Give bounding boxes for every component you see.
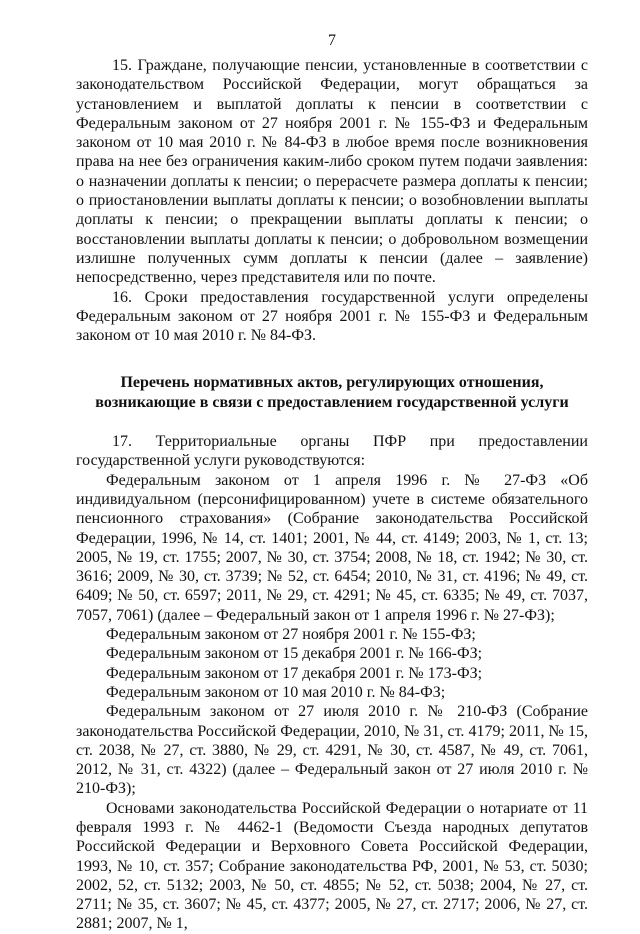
paragraph-17: 17. Территориальные органы ПФР при предоставлении государственной услуги руководствуются:: [76, 433, 588, 470]
section-heading: [76, 373, 588, 412]
law-item-84-fz: Федеральным законом от 10 мая 2010 г. № 84-ФЗ;: [106, 683, 446, 701]
law-item-166-fz: Федеральным законом от 15 декабря 2001 г. № 166-ФЗ;: [106, 645, 483, 663]
document-body: [76, 56, 588, 934]
document-page: [76, 0, 588, 933]
page-number: 7: [328, 32, 336, 49]
law-item-notary-basics: Основами законодательства Российской Федерации о нотариате от 11 февраля 1993 г. № 4462-1 (Ведомости Съезда народных депутатов Российской Федерации и Верховного Совета Российской Федерации, 1993, № 10, ст. 357; Собрание законодательства РФ, 2001, № 53, ст. 5030; 2002, 52, ст. 5132; 2003, № 50, ст. 4855; № 52, ст. 5038; 2004, № 27, ст. 2711; № 35, ст. 3607; № 45, ст. 4377; 2005, № 27, ст. 2717; 2006, № 27, ст. 2881; 2007, № 1,: [76, 799, 588, 933]
law-item-155-fz: Федеральным законом от 27 ноября 2001 г. № 155-ФЗ;: [106, 626, 476, 644]
paragraph-16: 16. Сроки предоставления государственной услуги определены Федеральным законом от 27 ноября 2001 г. № 155-ФЗ и Федеральным законом от 10 мая 2010 г. № 84-ФЗ.: [76, 288, 588, 345]
paragraph-15: 15. Граждане, получающие пенсии, установленные в соответствии с законодательством Российской Федерации, могут обращаться за установлением и выплатой доплаты к пенсии в соответствии с Федеральным законом от 27 ноября 2001 г. № 155-ФЗ и Федеральным законом от 10 мая 2010 г. № 84-ФЗ в любое время после возникновения права на нее без ограничения каким-либо сроком путем подачи заявления: о назначении доплаты к пенсии; о перерасчете размера доплаты к пенсии; о приостановлении выплаты доплаты к пенсии; о возобновлении выплаты доплаты к пенсии; о прекращении выплаты доплаты к пенсии; о восстановлении выплаты доплаты к пенсии; о добровольном возмещении излишне полученных сумм доплаты к пенсии (далее – заявление) непосредственно, через представителя или по почте.: [76, 57, 588, 287]
law-item-210-fz: Федеральным законом от 27 июля 2010 г. № 210-ФЗ (Собрание законодательства Российской Федерации, 2010, № 31, ст. 4179; 2011, № 15, ст. 2038, № 27, ст. 3880, № 29, ст. 4291, № 30, ст. 4587, № 49, ст. 7061, 2012, № 31, ст. 4322) (далее – Федеральный закон от 27 июля 2010 г. № 210-ФЗ);: [76, 703, 588, 798]
law-item-27-fz: Федеральным законом от 1 апреля 1996 г. № 27-ФЗ «Об индивидуальном (персонифицированном) учете в системе обязательного пенсионного страхования» (Собрание законодательства Российской Федерации, 1996, № 14, ст. 1401; 2001, № 44, ст. 4149; 2003, № 1, ст. 13; 2005, № 19, ст. 1755; 2007, № 30, ст. 3754; 2008, № 18, ст. 1942; № 30, ст. 3616; 2009, № 30, ст. 3739; № 52, ст. 6454; 2010, № 31, ст. 4196; № 49, ст. 6409; № 50, ст. 6597; 2011, № 29, ст. 4291; № 45, ст. 6335; № 49, ст. 7037, 7057, 7061) (далее – Федеральный закон от 1 апреля 1996 г. № 27-ФЗ);: [76, 471, 588, 624]
section-heading-line-1: Перечень нормативных актов, регулирующих отношения,: [120, 374, 544, 392]
law-item-173-fz: Федеральным законом от 17 декабря 2001 г. № 173-ФЗ;: [106, 664, 483, 682]
section-heading-line-2: возникающие в связи с предоставлением государственной услуги: [95, 393, 569, 411]
